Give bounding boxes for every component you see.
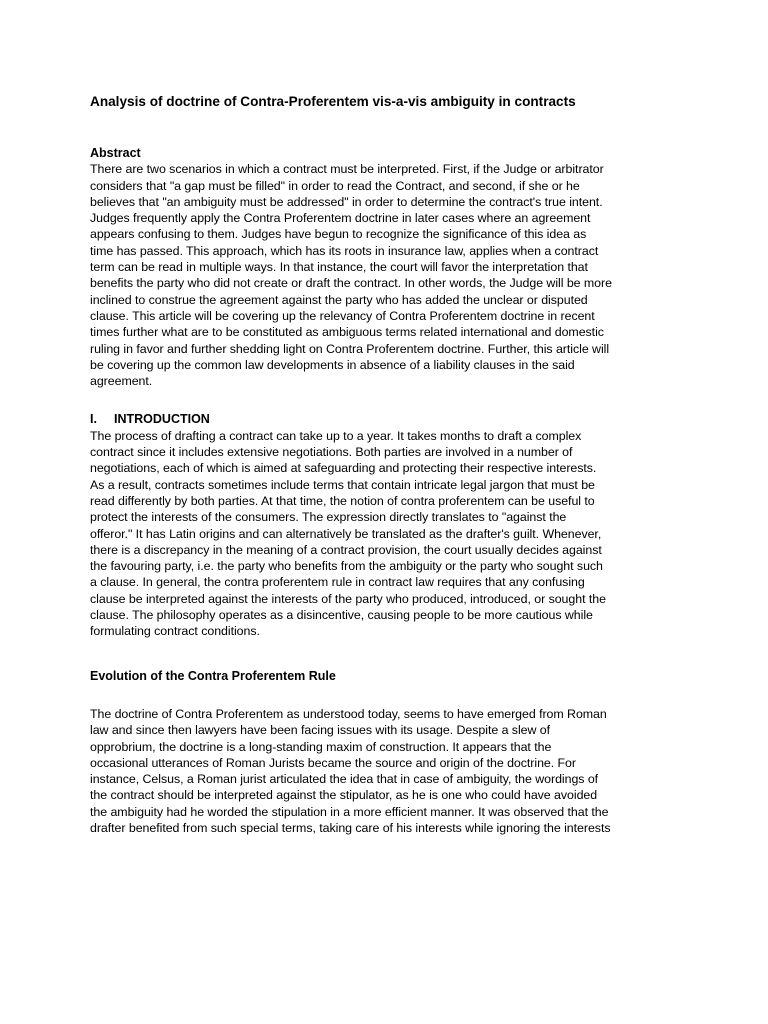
evolution-heading: Evolution of the Contra Proferentem Rule <box>90 668 336 683</box>
paragraph-line: believes that "an ambiguity must be addressed" in order to determine the contract's true intent. <box>90 194 603 209</box>
paragraph-line: Judges frequently apply the Contra Proferentem doctrine in later cases where an agreement <box>90 211 591 226</box>
paragraph-line: The doctrine of Contra Proferentem as understood today, seems to have emerged from Roman <box>90 706 607 721</box>
evolution-section <box>90 668 682 837</box>
paragraph-line: The process of drafting a contract can take up to a year. It takes months to draft a complex <box>90 428 582 443</box>
paragraph-line: read differently by both parties. At that time, the notion of contra proferentem can be useful to <box>90 493 595 508</box>
paragraph-line: term can be read in multiple ways. In that instance, the court will favor the interpretation that <box>90 260 588 275</box>
paragraph-line: there is a discrepancy in the meaning of a contract provision, the court usually decides against <box>90 542 602 557</box>
paragraph-line: time has passed. This approach, which has its roots in insurance law, applies when a contract <box>90 243 599 258</box>
introduction-section <box>90 411 682 639</box>
introduction-heading-text: INTRODUCTION <box>114 412 210 427</box>
evolution-paragraph <box>90 706 682 836</box>
spacer <box>90 389 682 411</box>
abstract-heading: Abstract <box>90 146 141 160</box>
paragraph-line: ruling in favor and further shedding light on Contra Proferentem doctrine. Further, this article will <box>90 341 610 356</box>
document-title: Analysis of doctrine of Contra-Proferentem vis-a-vis ambiguity in contracts <box>90 94 576 109</box>
introduction-heading <box>90 411 682 427</box>
paragraph-line: contract since it includes extensive negotiations. Both parties are involved in a number of <box>90 445 573 460</box>
paragraph-line: clause be interpreted against the interests of the party who produced, introduced, or sought the <box>90 591 606 606</box>
spacer <box>90 640 682 668</box>
paragraph-line: law and since then lawyers have been facing issues with its usage. Despite a slew of <box>90 723 551 738</box>
paragraph-line: drafter benefited from such special terms, taking care of his interests while ignoring the interests <box>90 820 611 835</box>
abstract-section <box>90 145 682 389</box>
paragraph-line: protect the interests of the consumers. The expression directly translates to "against the <box>90 510 567 525</box>
paragraph-line: appears confusing to them. Judges have begun to recognize the significance of this idea as <box>90 227 587 242</box>
paragraph-line: a clause. In general, the contra proferentem rule in contract law requires that any confusing <box>90 575 585 590</box>
paragraph-line: negotiations, each of which is aimed at safeguarding and protecting their respective interests. <box>90 461 597 476</box>
paragraph-line: considers that "a gap must be filled" in order to read the Contract, and second, if she or he <box>90 178 580 193</box>
abstract-paragraph <box>90 161 682 389</box>
paragraph-line: benefits the party who did not create or draft the contract. In other words, the Judge will be more <box>90 276 612 291</box>
paragraph-line: clause. The philosophy operates as a disincentive, causing people to be more cautious while <box>90 608 593 623</box>
document-page <box>90 93 682 836</box>
paragraph-line: agreement. <box>90 374 153 389</box>
paragraph-line: As a result, contracts sometimes include terms that contain intricate legal jargon that must be <box>90 477 595 492</box>
introduction-number: I. <box>90 412 97 427</box>
paragraph-line: the contract should be interpreted against the stipulator, as he is one who could have avoided <box>90 788 598 803</box>
paragraph-line: the ambiguity had he worded the stipulation in a more efficient manner. It was observed that the <box>90 804 609 819</box>
paragraph-line: formulating contract conditions. <box>90 624 260 639</box>
spacer <box>90 111 682 145</box>
paragraph-line: instance, Celsus, a Roman jurist articulated the idea that in case of ambiguity, the wordings of <box>90 772 599 787</box>
paragraph-line: be covering up the common law developments in absence of a liability clauses in the said <box>90 357 575 372</box>
paragraph-line: There are two scenarios in which a contract must be interpreted. First, if the Judge or arbitrator <box>90 162 604 177</box>
spacer <box>90 684 682 706</box>
paragraph-line: clause. This article will be covering up the relevancy of Contra Proferentem doctrine in recent <box>90 308 595 323</box>
paragraph-line: occasional utterances of Roman Jurists became the source and origin of the doctrine. For <box>90 755 576 770</box>
paragraph-line: opprobrium, the doctrine is a long-standing maxim of construction. It appears that the <box>90 739 552 754</box>
introduction-paragraph <box>90 428 682 640</box>
paragraph-line: offeror." It has Latin origins and can alternatively be translated as the drafter's guilt. Whenever, <box>90 526 602 541</box>
paragraph-line: inclined to construe the agreement against the party who has added the unclear or disputed <box>90 292 588 307</box>
paragraph-line: the favouring party, i.e. the party who benefits from the ambiguity or the party who sought such <box>90 559 603 574</box>
paragraph-line: times further what are to be constituted as ambiguous terms related international and domestic <box>90 325 604 340</box>
